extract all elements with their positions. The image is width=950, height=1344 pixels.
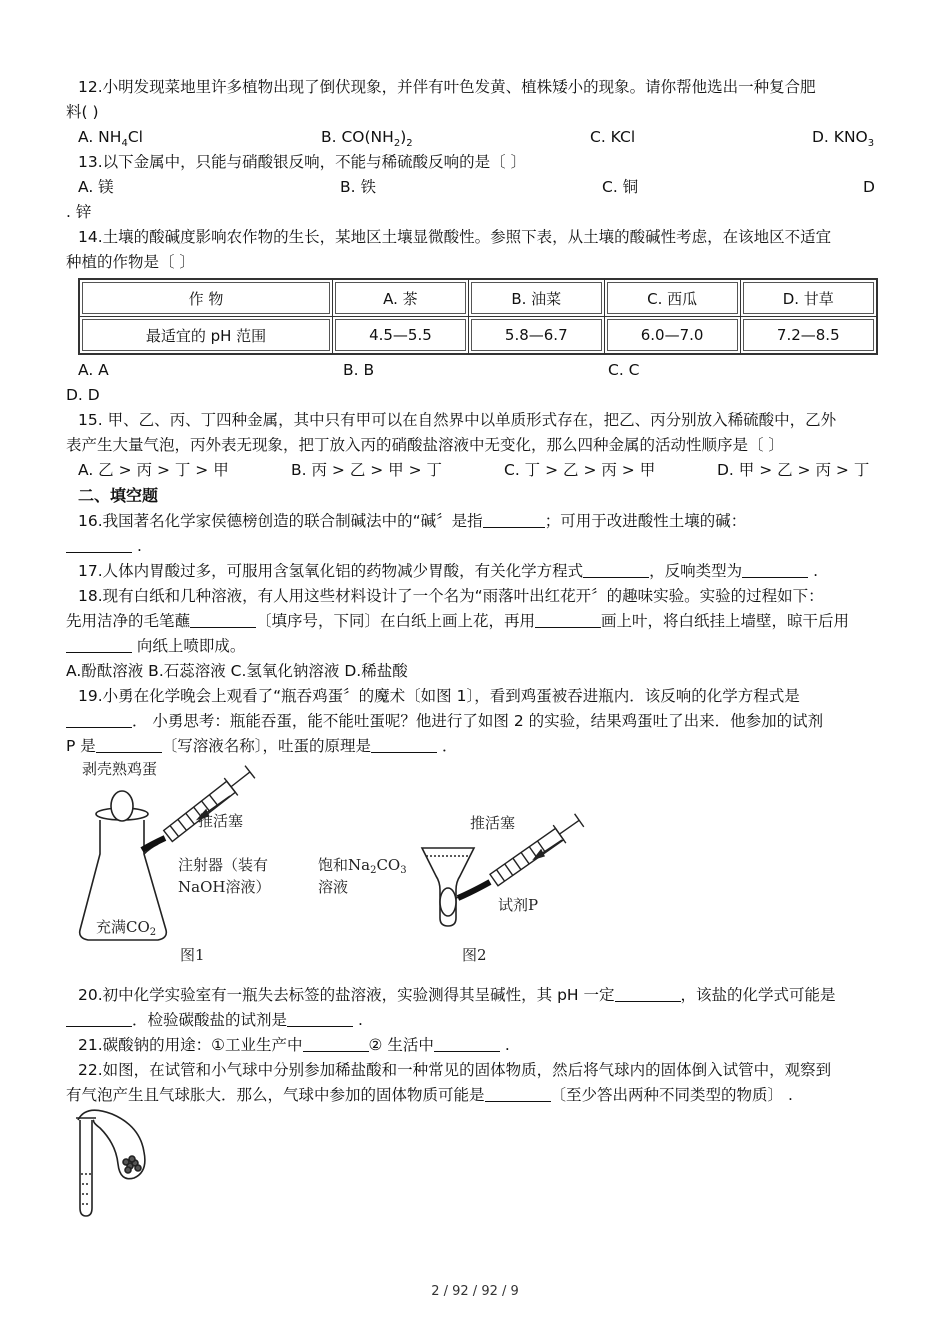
q22-line1: 22.如图，在试管和小气球中分别参加稀盐酸和一种常见的固体物质，然后将气球内的固体倒入试管中，观察到 (78, 1061, 832, 1079)
push-label-2: 推活塞 (470, 814, 516, 832)
answer-blank[interactable] (66, 711, 132, 728)
experiment-figure (70, 758, 630, 970)
q21-line: 21.碳酸钠的用途：①工业生产中 ② 生活中 . (78, 1036, 510, 1054)
answer-blank[interactable] (66, 636, 132, 653)
crop-ph-table (78, 278, 878, 355)
q12-stem-line1: 12.小明发现菜地里许多植物出现了倒伏现象，并伴有叶色发黄、植株矮小的现象。请你帮他选出一种复合肥 (78, 78, 816, 96)
q18-line1: 18.现有白纸和几种溶液，有人用这些材料设计了一个名为“雨落叶出红花开〞的趣味实验。实验的过程如下： (78, 587, 824, 605)
egg-shape (111, 791, 133, 821)
q12-option-b: B. $CO(NH_2)_2$ (321, 128, 413, 150)
q15-stem-line2: 表产生大量气泡，丙外表无现象，把丁放入丙的硝酸盐溶液中无变化，那么四种金属的活动性顺序是〔 〕 (66, 436, 784, 454)
syringe-label-2: NaOH溶液） (178, 878, 271, 896)
q14-stem-line1: 14.土壤的酸碱度影响农作物的生长，某地区土壤显微酸性。参照下表，从土壤的酸碱性考虑，在该地区不适宜 (78, 228, 832, 246)
q18-options: A.酚酞溶液 B.石蕊溶液 C.氢氧化钠溶液 D.稀盐酸 (66, 662, 408, 680)
q13-option-d-text: . 锌 (66, 203, 92, 221)
q17-line1: 17.人体内胃酸过多，可服用含氢氧化铝的药物减少胃酸，有关化学方程式 ，反响类型为 . (78, 562, 819, 580)
saturated-label-1: 饱和$Na_2CO_3$ (318, 856, 407, 876)
q16-line1: 16.我国著名化学家侯德榜创造的联合制碱法中的“碱〞是指 ；可用于改进酸性土壤的碱： (78, 512, 747, 530)
q19-line2: ． 小勇思考：瓶能吞蛋，能不能吐蛋呢？他进行了如图 2 的实验，结果鸡蛋吐了出来．他参加的试剂 (66, 710, 823, 732)
table-cell: 5.8—6.7 (468, 317, 604, 355)
answer-blank[interactable] (583, 561, 649, 578)
saturated-label-2: 溶液 (318, 878, 349, 896)
q20-line2: ．检验碳酸盐的试剂是 . (66, 1009, 363, 1031)
q12-option-c: C. KCl (590, 128, 636, 146)
answer-blank[interactable] (287, 1010, 353, 1027)
q15-option-c: C. 丁 > 乙 > 丙 > 甲 (504, 461, 656, 479)
answer-blank[interactable] (96, 736, 162, 753)
reagent-label: 试剂P (498, 896, 539, 914)
q18-line2: 先用洁净的毛笔蘸 〔填序号，下同〕在白纸上画上花，再用 画上叶，将白纸挂上墙壁，晾干后用 (66, 612, 850, 630)
section-heading: 二、填空题 (78, 486, 159, 505)
q19-line1: 19.小勇在化学晚会上观看了“瓶吞鸡蛋〞的魔术〔如图 1〕，看到鸡蛋被吞进瓶内．该反响的化学方程式是 (78, 687, 800, 705)
q19-line3: P 是 〔写溶液名称〕，吐蛋的原理是 ． (66, 737, 458, 755)
answer-blank[interactable] (434, 1035, 500, 1052)
table-cell: C. 西瓜 (604, 279, 740, 317)
page-number: 2 / 92 / 92 / 9 (431, 1284, 519, 1299)
answer-blank[interactable] (66, 536, 132, 553)
q20-line1: 20.初中化学实验室有一瓶失去标签的盐溶液，实验测得其呈碱性，其 pH 一定 ，该盐的化学式可能是 (78, 986, 836, 1004)
syringe-1 (142, 763, 257, 850)
q13-option-d-letter: D (863, 178, 875, 196)
table-cell: 4.5—5.5 (333, 317, 469, 355)
q12-option-d: D. $KNO_3$ (812, 128, 875, 150)
table-cell: 最适宜的 pH 范围 (79, 317, 333, 355)
answer-blank[interactable] (303, 1035, 369, 1052)
push-label-1: 推活塞 (198, 812, 244, 830)
q22-line2: 有气泡产生且气球胀大．那么，气球中参加的固体物质可能是 〔至少答出两种不同类型的物质〕 . (66, 1086, 793, 1104)
q16-line2: . (66, 535, 142, 557)
table-cell: 作 物 (79, 279, 333, 317)
q15-option-b: B. 丙 > 乙 > 甲 > 丁 (291, 461, 443, 479)
table-row (79, 317, 877, 355)
answer-blank[interactable] (483, 511, 545, 528)
co2-label: 充满$CO_2$ (96, 918, 157, 938)
syringe-label-1: 注射器（装有 (178, 856, 269, 874)
q12-option-a: A. $NH_4Cl$ (78, 128, 143, 150)
q14-option-c: C. C (608, 361, 640, 379)
table-cell: 7.2—8.5 (740, 317, 877, 355)
egg-shape-2 (440, 888, 456, 916)
table-header-row (79, 279, 877, 317)
q14-stem-line2: 种植的作物是〔 〕 (66, 253, 195, 271)
q14-option-a: A. A (78, 361, 109, 379)
q15-option-d: D. 甲 > 乙 > 丙 > 丁 (717, 461, 870, 479)
q13-option-c: C. 铜 (602, 178, 639, 196)
answer-blank[interactable] (615, 985, 681, 1002)
answer-blank[interactable] (485, 1085, 551, 1102)
q13-stem: 13.以下金属中，只能与硝酸银反响，不能与稀硫酸反响的是〔 〕 (78, 153, 527, 171)
q15-stem-line1: 15. 甲、乙、丙、丁四种金属，其中只有甲可以在自然界中以单质形式存在，把乙、丙分别放入稀硫酸中，乙外 (78, 411, 837, 429)
table-cell: D. 甘草 (740, 279, 877, 317)
flask-figure-2 (422, 848, 480, 926)
answer-blank[interactable] (535, 611, 601, 628)
answer-blank[interactable] (66, 1010, 132, 1027)
q12-stem-line2: 料( ) (66, 103, 99, 121)
answer-blank[interactable] (371, 736, 437, 753)
figure-1-caption: 图1 (180, 946, 205, 964)
egg-label: 剥壳熟鸡蛋 (82, 760, 158, 778)
q18-line3: 向纸上喷即成。 (66, 635, 245, 657)
test-tube-balloon-figure (68, 1108, 168, 1222)
q15-option-a: A. 乙 > 丙 > 丁 > 甲 (78, 461, 229, 479)
q13-option-a: A. 镁 (78, 178, 114, 196)
table-cell: 6.0—7.0 (604, 317, 740, 355)
q13-option-b: B. 铁 (340, 178, 376, 196)
balloon (78, 1110, 145, 1179)
q14-option-d: D. D (66, 386, 100, 404)
figure-2-caption: 图2 (462, 946, 487, 964)
answer-blank[interactable] (190, 611, 256, 628)
test-tube (76, 1118, 96, 1216)
table-cell: A. 茶 (333, 279, 469, 317)
q14-option-b: B. B (343, 361, 375, 379)
answer-blank[interactable] (742, 561, 808, 578)
table-cell: B. 油菜 (468, 279, 604, 317)
